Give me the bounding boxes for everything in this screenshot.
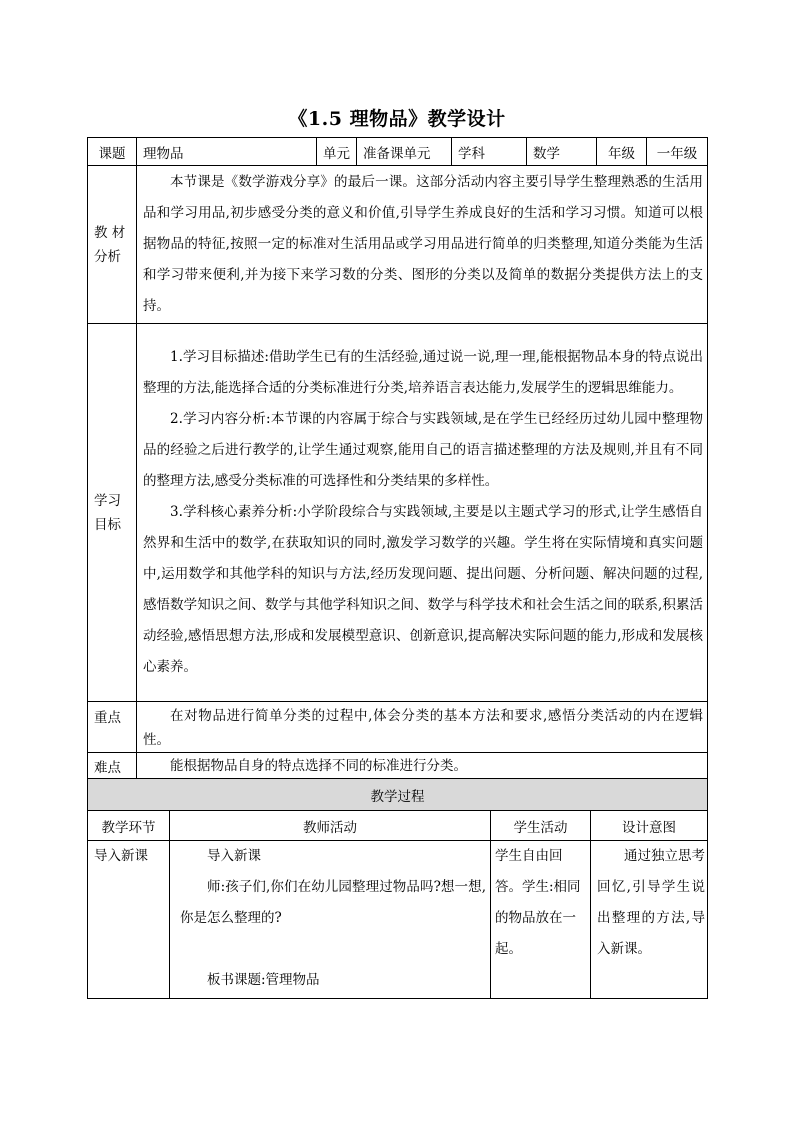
grade-label: 年级 bbox=[597, 138, 647, 166]
key-point-text: 在对物品进行简单分类的过程中,体会分类的基本方法和要求,感悟分类活动的内在逻辑性。 bbox=[143, 708, 703, 748]
material-text: 本节课是《数学游戏分享》的最后一课。这部分活动内容主要引导学生整理熟悉的生活用品和学习用品,初步感受分类的意义和价值,引导学生养成良好的生活和学习习惯。知道可以根据物品的特征,按照一定的标准对生活用品或学习用品进行简单的归类整理,知道分类能为生活和学习带来便利,并为接下来学习数的分类、图形的分类以及简单的数据分类提供方法上的支持。 bbox=[143, 174, 703, 314]
student-activity-cell bbox=[491, 841, 591, 999]
objective-paragraph-2: 2.学习内容分析:本节课的内容属于综合与实践领域,是在学生已经经历过幼儿园中整理物品的经验之后进行教学的,让学生通过观察,能用自己的语言描述整理的方法及规则,并且有不同的整理方法,感受分类标准的可选择性和分类结果的多样性。 bbox=[143, 411, 703, 489]
lesson-label: 课题 bbox=[88, 138, 137, 166]
lesson-value: 理物品 bbox=[137, 138, 317, 166]
key-point-row bbox=[88, 702, 708, 753]
teacher-activity-line-2: 师:孩子们,你们在幼儿园整理过物品吗?想一想,你是怎么整理的? bbox=[180, 879, 486, 926]
difficulty-row bbox=[88, 753, 708, 779]
column-header-design: 设计意图 bbox=[591, 811, 708, 841]
material-label-line1: 教 材 bbox=[94, 224, 126, 241]
teacher-activity-spacer bbox=[170, 934, 490, 965]
material-label bbox=[88, 166, 137, 324]
objective-paragraph-3: 3.学科核心素养分析:小学阶段综合与实践领域,主要是以主题式学习的形式,让学生感悟自然界和生活中的数学,在获取知识的同时,激发学习数学的兴趣。学生将在实际情境和真实问题中,运用数学和其他学科的知识与方法,经历发现问题、提出问题、分析问题、解决问题的过程,感悟数学知识之间、数学与其他学科知识之间、数学与科学技术和社会生活之间的联系,积累活动经验,感悟思想方法,形成和发展模型意识、创新意识,提高解决实际问题的能力,形成和发展核心素养。 bbox=[143, 504, 703, 675]
material-label-line2: 分析 bbox=[94, 248, 121, 265]
objectives-label-line2: 目标 bbox=[94, 516, 121, 533]
student-activity-text: 学生自由回答。学生:相同的物品放在一起。 bbox=[495, 848, 581, 957]
subject-value: 数学 bbox=[527, 138, 597, 166]
teacher-activity-line-3: 板书课题:管理物品 bbox=[207, 972, 320, 988]
process-heading-row bbox=[88, 779, 708, 811]
objectives-label bbox=[88, 324, 137, 702]
header-row bbox=[88, 138, 708, 166]
material-cell bbox=[137, 166, 708, 324]
grade-value: 一年级 bbox=[647, 138, 708, 166]
key-point-label: 重点 bbox=[88, 702, 137, 753]
stage-cell bbox=[88, 841, 170, 999]
lesson-info-table bbox=[87, 137, 708, 779]
objectives-label-line1: 学习 bbox=[94, 492, 121, 509]
teacher-activity-cell bbox=[170, 841, 491, 999]
design-intent-text: 通过独立思考回忆,引导学生说出整理的方法,导入新课。 bbox=[597, 848, 705, 957]
process-heading: 教学过程 bbox=[88, 779, 708, 811]
difficulty-text: 能根据物品自身的特点选择不同的标准进行分类。 bbox=[170, 757, 467, 774]
difficulty-cell bbox=[137, 753, 708, 779]
objective-paragraph-1: 1.学习目标描述:借助学生已有的生活经验,通过说一说,理一理,能根据物品本身的特点说出整理的方法,能选择合适的分类标准进行分类,培养语言表达能力,发展学生的逻辑思维能力。 bbox=[143, 349, 703, 396]
column-header-teacher: 教师活动 bbox=[170, 811, 491, 841]
objectives-cell bbox=[137, 324, 708, 702]
unit-label: 单元 bbox=[317, 138, 357, 166]
process-row bbox=[88, 841, 708, 999]
material-row bbox=[88, 166, 708, 324]
teacher-activity-line-1: 导入新课 bbox=[207, 848, 261, 864]
column-header-student: 学生活动 bbox=[491, 811, 591, 841]
objectives-row bbox=[88, 324, 708, 702]
teaching-process-table bbox=[87, 778, 708, 999]
design-intent-cell bbox=[591, 841, 708, 999]
difficulty-label: 难点 bbox=[88, 753, 137, 779]
column-header-stage: 教学环节 bbox=[88, 811, 170, 841]
subject-label: 学科 bbox=[452, 138, 527, 166]
page-title: 《1.5 理物品》教学设计 bbox=[288, 108, 506, 130]
process-column-header-row bbox=[88, 811, 708, 841]
stage-text: 导入新课 bbox=[94, 848, 148, 864]
key-point-cell bbox=[137, 702, 708, 753]
unit-value: 准备课单元 bbox=[357, 138, 452, 166]
